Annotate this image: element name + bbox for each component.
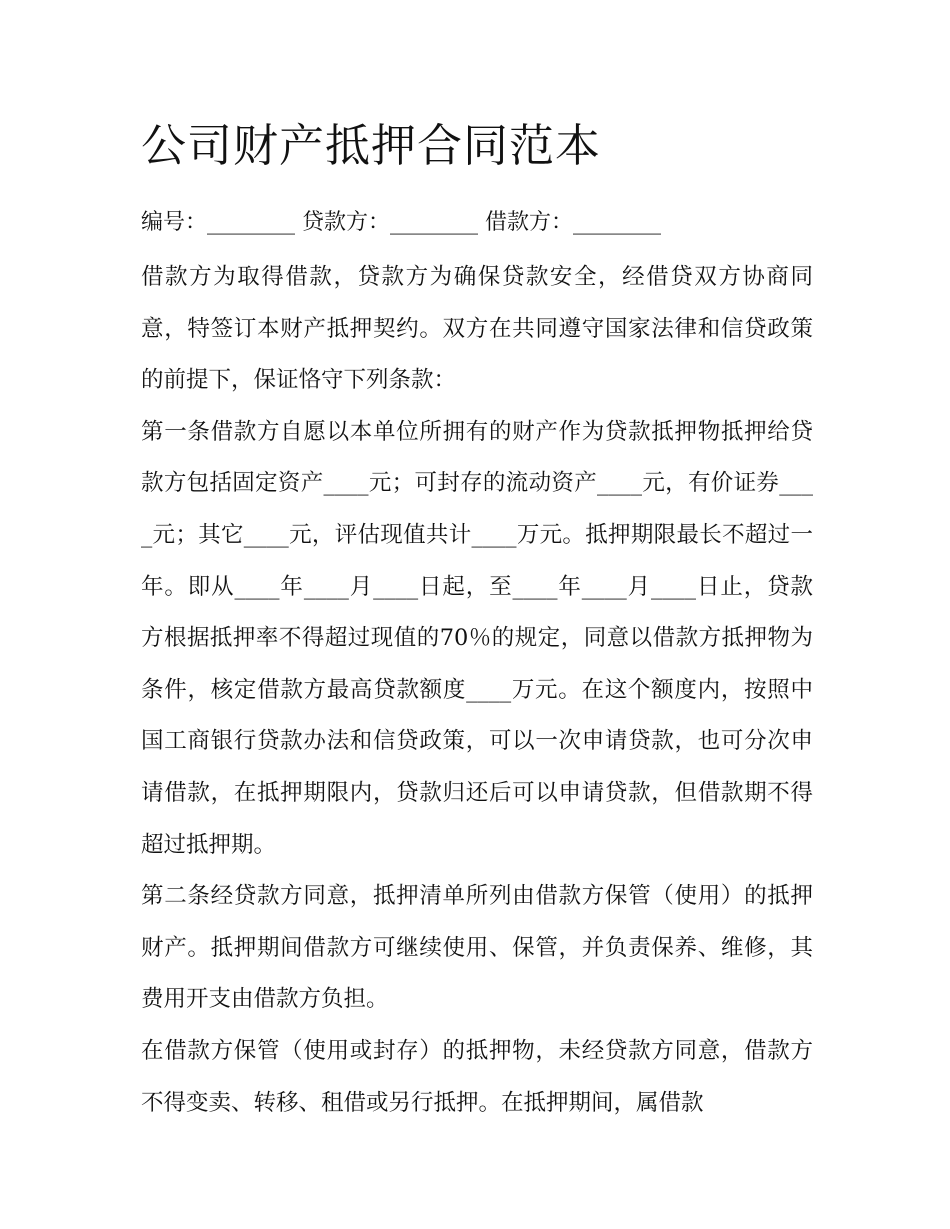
paragraph-article-1: 第一条借款方自愿以本单位所拥有的财产作为贷款抵押物抵押给贷款方包括固定资产____元；可封存的流动资产____元，有价证券____元；其它____元，评估现值共计____万元。抵押期限最长不超过一年。即从____年____月____日起，至____年____月____日止，贷款方根据抵押率不得超过现值的70％的规定，同意以借款方抵押物为条件，核定借款方最高贷款额度____万元。在这个额度内，按照中国工商银行贷款办法和信贷政策，可以一次申请贷款，也可分次申请借款，在抵押期限内，贷款归还后可以申请贷款，但借款期不得超过抵押期。: [141, 418, 813, 858]
document-title: 公司财产抵押合同范本: [141, 119, 602, 172]
contract-meta-line: 编号：________ 贷款方：________ 借款方：________: [141, 210, 661, 235]
paragraph-custody-clause: 在借款方保管（使用或封存）的抵押物，未经贷款方同意，借款方不得变卖、转移、租借或另行抵押。在抵押期间，属借款: [141, 1037, 813, 1116]
paragraph-article-2: 第二条经贷款方同意，抵押清单所列由借款方保管（使用）的抵押财产。抵押期间借款方可继续使用、保管，并负责保养、维修，其费用开支由借款方负担。: [141, 883, 813, 1013]
document-body: [141, 252, 813, 1129]
paragraph-preamble: 借款方为取得借款，贷款方为确保贷款安全，经借贷双方协商同意，特签订本财产抵押契约。双方在共同遵守国家法律和信贷政策的前提下，保证恪守下列条款：: [141, 264, 813, 394]
